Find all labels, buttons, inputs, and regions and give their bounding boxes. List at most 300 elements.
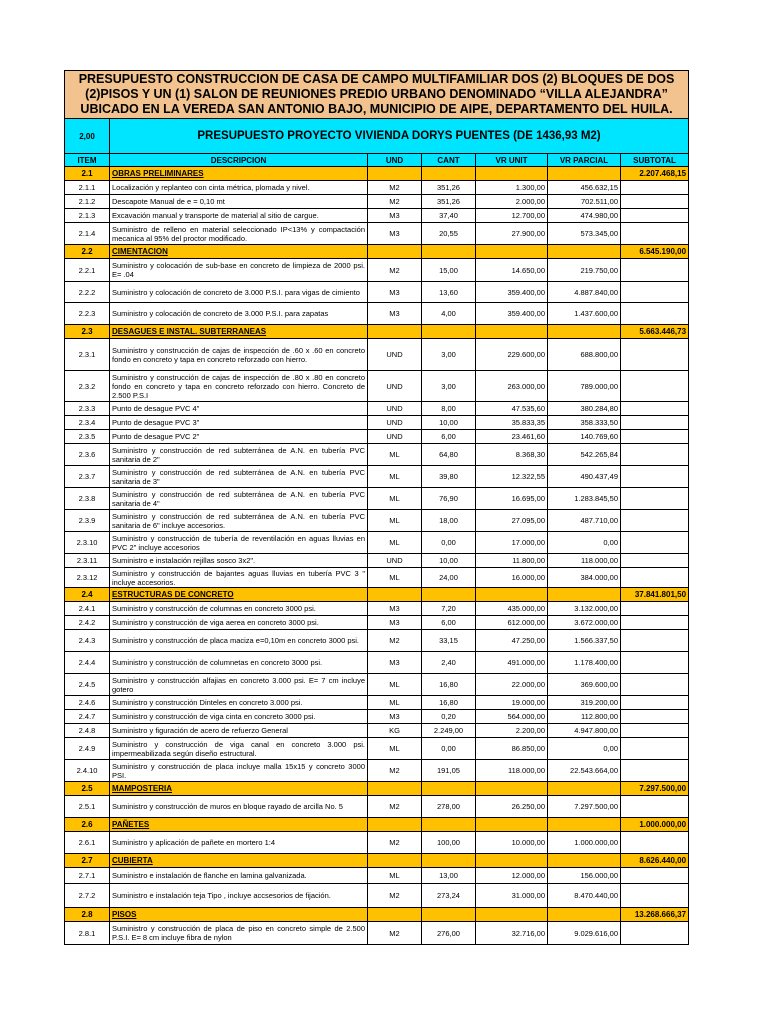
item-description: Suministro y construcción de placa maciza e=0,10m en concreto 3000 psi.: [110, 630, 368, 652]
item-partial-value: 319.200,00: [548, 696, 621, 710]
item-code: 2.4.8: [65, 724, 110, 738]
section-title: ESTRUCTURAS DE CONCRETO: [110, 588, 368, 602]
item-partial-value: 384.000,00: [548, 568, 621, 588]
item-unit-value: 31.000,00: [476, 884, 548, 908]
item-quantity: 16,80: [422, 674, 476, 696]
table-row: [65, 339, 689, 371]
item-partial-value: 0,00: [548, 738, 621, 760]
item-partial-value: 0,00: [548, 532, 621, 554]
item-unit-value: 359.400,00: [476, 282, 548, 303]
item-unit-value: 16.695,00: [476, 488, 548, 510]
item-description: Suministro de relleno en material seleccionado IP<13% y compactación mecanica al 95% del proctor modificado.: [110, 223, 368, 245]
item-code: 2.2.3: [65, 303, 110, 325]
section-empty-cell: [368, 782, 422, 796]
item-unit-value: 12.322,55: [476, 466, 548, 488]
section-empty-cell: [422, 245, 476, 259]
section-number: 2.3: [65, 325, 110, 339]
section-number: 2.8: [65, 908, 110, 922]
item-unit: KG: [368, 724, 422, 738]
table-row: [65, 616, 689, 630]
item-quantity: 24,00: [422, 568, 476, 588]
section-title: CIMENTACION: [110, 245, 368, 259]
item-subtotal-empty: [621, 738, 689, 760]
item-quantity: 4,00: [422, 303, 476, 325]
section-subtotal: 13.268.666,37: [621, 908, 689, 922]
item-partial-value: 3.672.000,00: [548, 616, 621, 630]
item-partial-value: 156.000,00: [548, 868, 621, 884]
item-code: 2.3.6: [65, 444, 110, 466]
item-unit: UND: [368, 416, 422, 430]
item-code: 2.3.2: [65, 371, 110, 402]
item-unit: M3: [368, 303, 422, 325]
item-description: Suministro y construcción de viga cinta en concreto 3000 psi.: [110, 710, 368, 724]
item-partial-value: 1.178.400,00: [548, 652, 621, 674]
item-quantity: 351,26: [422, 195, 476, 209]
item-code: 2.3.5: [65, 430, 110, 444]
item-quantity: 76,90: [422, 488, 476, 510]
item-description: Suministro e instalación de flanche en lamina galvanizada.: [110, 868, 368, 884]
table-row: [65, 630, 689, 652]
section-empty-cell: [368, 325, 422, 339]
item-description: Suministro y construcción de bajantes aguas lluvias en tubería PVC 3 " incluye accesorios.: [110, 568, 368, 588]
item-unit: UND: [368, 371, 422, 402]
item-unit: M2: [368, 181, 422, 195]
item-partial-value: 490.437,49: [548, 466, 621, 488]
item-subtotal-empty: [621, 532, 689, 554]
item-partial-value: 542.265,84: [548, 444, 621, 466]
item-partial-value: 8.470.440,00: [548, 884, 621, 908]
item-description: Suministro y figuración de acero de refuerzo General: [110, 724, 368, 738]
item-unit: M2: [368, 832, 422, 854]
item-unit-value: 612.000,00: [476, 616, 548, 630]
table-row: [65, 402, 689, 416]
item-description: Suministro e instalación rejillas sosco 3x2".: [110, 554, 368, 568]
section-empty-cell: [476, 908, 548, 922]
section-row: [65, 245, 689, 259]
item-unit: M3: [368, 209, 422, 223]
table-row: [65, 181, 689, 195]
item-subtotal-empty: [621, 430, 689, 444]
item-quantity: 276,00: [422, 922, 476, 945]
table-row: [65, 488, 689, 510]
item-subtotal-empty: [621, 554, 689, 568]
table-row: [65, 416, 689, 430]
item-partial-value: 456.632,15: [548, 181, 621, 195]
table-row: [65, 532, 689, 554]
item-quantity: 6,00: [422, 616, 476, 630]
item-quantity: 10,00: [422, 416, 476, 430]
item-subtotal-empty: [621, 181, 689, 195]
table-row: [65, 922, 689, 945]
item-subtotal-empty: [621, 510, 689, 532]
item-unit-value: 118.000,00: [476, 760, 548, 782]
item-unit-value: 1.300,00: [476, 181, 548, 195]
item-subtotal-empty: [621, 303, 689, 325]
item-description: Suministro y construcción de columnetas en concreto 3000 psi.: [110, 652, 368, 674]
table-row: [65, 466, 689, 488]
item-subtotal-empty: [621, 724, 689, 738]
item-unit: UND: [368, 430, 422, 444]
item-quantity: 2,40: [422, 652, 476, 674]
item-partial-value: 1.283.845,50: [548, 488, 621, 510]
item-subtotal-empty: [621, 652, 689, 674]
section-number: 2.6: [65, 818, 110, 832]
project-title: PRESUPUESTO PROYECTO VIVIENDA DORYS PUENTES (DE 1436,93 M2): [110, 119, 689, 154]
item-unit-value: 19.000,00: [476, 696, 548, 710]
section-empty-cell: [422, 818, 476, 832]
section-row: [65, 167, 689, 181]
section-row: [65, 325, 689, 339]
item-unit: ML: [368, 568, 422, 588]
item-description: Descapote Manual de e = 0,10 mt: [110, 195, 368, 209]
item-partial-value: 358.333,50: [548, 416, 621, 430]
section-subtotal: 37.841.801,50: [621, 588, 689, 602]
section-empty-cell: [548, 167, 621, 181]
item-quantity: 2.249,00: [422, 724, 476, 738]
item-description: Suministro y construcción de red subterránea de A.N. en tubería PVC sanitaria de 2": [110, 444, 368, 466]
item-quantity: 3,00: [422, 339, 476, 371]
item-partial-value: 219.750,00: [548, 259, 621, 282]
section-empty-cell: [548, 818, 621, 832]
item-code: 2.3.3: [65, 402, 110, 416]
item-unit-value: 8.368,30: [476, 444, 548, 466]
table-row: [65, 760, 689, 782]
item-unit-value: 435.000,00: [476, 602, 548, 616]
item-partial-value: 702.511,00: [548, 195, 621, 209]
item-description: Suministro y construcción de placa incluye malla 15x15 y concreto 3000 PSI.: [110, 760, 368, 782]
table-row: [65, 710, 689, 724]
table-row: [65, 696, 689, 710]
col-header-vr-unit: VR UNIT: [476, 154, 548, 167]
section-subtotal: 2.207.468,15: [621, 167, 689, 181]
item-code: 2.3.7: [65, 466, 110, 488]
item-unit-value: 229.600,00: [476, 339, 548, 371]
section-empty-cell: [368, 854, 422, 868]
item-code: 2.7.2: [65, 884, 110, 908]
item-description: Suministro y construcción de red subterránea de A.N. en tubería PVC sanitaria de 6" incluye accesorios.: [110, 510, 368, 532]
item-code: 2.4.7: [65, 710, 110, 724]
item-unit: ML: [368, 532, 422, 554]
item-unit: M2: [368, 259, 422, 282]
item-description: Suministro y construcción de tubería de reventilación en aguas lluvias en PVC 2" incluye accesorios: [110, 532, 368, 554]
title-row: [65, 71, 689, 119]
item-description: Suministro y construcción de cajas de inspección de .80 x .80 en concreto fondo en concreto y tapa en concreto reforzado con hierro. Concreto de 2.500 P.S.I: [110, 371, 368, 402]
item-description: Localización y replanteo con cinta métrica, plomada y nivel.: [110, 181, 368, 195]
item-code: 2.3.12: [65, 568, 110, 588]
item-unit-value: 359.400,00: [476, 303, 548, 325]
item-unit-value: 14.650,00: [476, 259, 548, 282]
section-row: [65, 588, 689, 602]
item-quantity: 191,05: [422, 760, 476, 782]
col-header-vr-parcial: VR PARCIAL: [548, 154, 621, 167]
item-subtotal-empty: [621, 209, 689, 223]
table-row: [65, 738, 689, 760]
item-code: 2.4.4: [65, 652, 110, 674]
item-quantity: 18,00: [422, 510, 476, 532]
item-quantity: 16,80: [422, 696, 476, 710]
item-quantity: 33,15: [422, 630, 476, 652]
item-subtotal-empty: [621, 568, 689, 588]
budget-table: [64, 70, 689, 945]
section-number: 2.2: [65, 245, 110, 259]
col-header-item: ITEM: [65, 154, 110, 167]
item-unit-value: 23.461,60: [476, 430, 548, 444]
item-quantity: 351,26: [422, 181, 476, 195]
section-row: [65, 818, 689, 832]
item-unit: UND: [368, 402, 422, 416]
item-partial-value: 4.947.800,00: [548, 724, 621, 738]
item-quantity: 273,24: [422, 884, 476, 908]
section-number: 2.5: [65, 782, 110, 796]
item-unit: M2: [368, 630, 422, 652]
item-unit: UND: [368, 554, 422, 568]
section-row: [65, 782, 689, 796]
item-unit-value: 263.000,00: [476, 371, 548, 402]
item-description: Punto de desague PVC 3": [110, 416, 368, 430]
item-quantity: 13,60: [422, 282, 476, 303]
item-unit: M3: [368, 710, 422, 724]
item-partial-value: 688.800,00: [548, 339, 621, 371]
item-unit: M2: [368, 796, 422, 818]
item-unit-value: 27.095,00: [476, 510, 548, 532]
item-description: Excavación manual y transporte de material al sitio de cargue.: [110, 209, 368, 223]
item-description: Suministro y construcción de viga aerea en concreto 3000 psi.: [110, 616, 368, 630]
item-description: Punto de desague PVC 4": [110, 402, 368, 416]
table-row: [65, 209, 689, 223]
item-partial-value: 789.000,00: [548, 371, 621, 402]
item-quantity: 37,40: [422, 209, 476, 223]
item-description: Suministro y construcción de cajas de inspección de .60 x .60 en concreto fondo en concreto y tapa en concreto reforzado con hierro.: [110, 339, 368, 371]
item-unit-value: 491.000,00: [476, 652, 548, 674]
item-unit: M3: [368, 223, 422, 245]
table-row: [65, 195, 689, 209]
item-subtotal-empty: [621, 282, 689, 303]
item-description: Suministro y aplicación de pañete en mortero 1:4: [110, 832, 368, 854]
item-unit: ML: [368, 510, 422, 532]
section-empty-cell: [368, 588, 422, 602]
section-subtotal: 8.626.440,00: [621, 854, 689, 868]
item-unit: M3: [368, 616, 422, 630]
section-empty-cell: [476, 167, 548, 181]
section-empty-cell: [548, 245, 621, 259]
table-row: [65, 430, 689, 444]
section-title: OBRAS PRELIMINARES: [110, 167, 368, 181]
item-unit-value: 86.850,00: [476, 738, 548, 760]
item-code: 2.3.4: [65, 416, 110, 430]
header-row: [65, 154, 689, 167]
item-code: 2.2.1: [65, 259, 110, 282]
col-header-cant: CANT: [422, 154, 476, 167]
budget-title: PRESUPUESTO CONSTRUCCION DE CASA DE CAMPO MULTIFAMILIAR DOS (2) BLOQUES DE DOS (2)PISOS Y UN (1) SALON DE REUNIONES PREDIO URBANO DENOMINADO “VILLA ALEJANDRA” UBICADO EN LA VEREDA SAN ANTONIO BAJO, MUNICIPIO DE AIPE, DEPARTAMENTO DEL HUILA.: [65, 71, 689, 119]
section-empty-cell: [476, 245, 548, 259]
item-subtotal-empty: [621, 402, 689, 416]
table-row: [65, 259, 689, 282]
item-unit-value: 11.800,00: [476, 554, 548, 568]
item-code: 2.4.2: [65, 616, 110, 630]
section-empty-cell: [548, 588, 621, 602]
item-subtotal-empty: [621, 602, 689, 616]
item-partial-value: 573.345,00: [548, 223, 621, 245]
table-row: [65, 554, 689, 568]
item-partial-value: 7.297.500,00: [548, 796, 621, 818]
item-partial-value: 4.887.840,00: [548, 282, 621, 303]
item-partial-value: 1.566.337,50: [548, 630, 621, 652]
item-unit: M3: [368, 602, 422, 616]
item-quantity: 100,00: [422, 832, 476, 854]
item-unit-value: 12.000,00: [476, 868, 548, 884]
item-partial-value: 9.029.616,00: [548, 922, 621, 945]
item-quantity: 13,00: [422, 868, 476, 884]
item-partial-value: 118.000,00: [548, 554, 621, 568]
item-description: Suministro y construcción de columnas en concreto 3000 psi.: [110, 602, 368, 616]
item-subtotal-empty: [621, 195, 689, 209]
section-title: PISOS: [110, 908, 368, 922]
table-row: [65, 832, 689, 854]
section-number: 2.1: [65, 167, 110, 181]
section-empty-cell: [422, 325, 476, 339]
item-partial-value: 1.437.600,00: [548, 303, 621, 325]
item-code: 2.8.1: [65, 922, 110, 945]
table-row: [65, 652, 689, 674]
section-empty-cell: [476, 782, 548, 796]
item-subtotal-empty: [621, 223, 689, 245]
section-empty-cell: [368, 818, 422, 832]
section-empty-cell: [422, 854, 476, 868]
item-subtotal-empty: [621, 760, 689, 782]
item-subtotal-empty: [621, 488, 689, 510]
item-unit: M2: [368, 760, 422, 782]
item-subtotal-empty: [621, 696, 689, 710]
table-row: [65, 602, 689, 616]
item-quantity: 0,00: [422, 738, 476, 760]
item-code: 2.3.1: [65, 339, 110, 371]
item-quantity: 3,00: [422, 371, 476, 402]
col-header-descripcion: DESCRIPCION: [110, 154, 368, 167]
item-unit: ML: [368, 466, 422, 488]
item-code: 2.4.6: [65, 696, 110, 710]
item-unit: ML: [368, 488, 422, 510]
item-description: Suministro y construcción alfajias en concreto 3.000 psi. E= 7 cm incluye gotero: [110, 674, 368, 696]
section-empty-cell: [422, 588, 476, 602]
item-subtotal-empty: [621, 616, 689, 630]
item-unit-value: 10.000,00: [476, 832, 548, 854]
item-description: Suministro y construcción de muros en bloque rayado de arcilla No. 5: [110, 796, 368, 818]
item-code: 2.4.9: [65, 738, 110, 760]
item-description: Suministro y construcción de placa de piso en concreto simple de 2.500 P.S.I. E= 8 cm incluye fibra de nylon: [110, 922, 368, 945]
item-subtotal-empty: [621, 884, 689, 908]
item-unit: ML: [368, 738, 422, 760]
table-row: [65, 796, 689, 818]
item-code: 2.3.8: [65, 488, 110, 510]
item-code: 2.1.1: [65, 181, 110, 195]
item-code: 2.7.1: [65, 868, 110, 884]
item-unit-value: 35.833,35: [476, 416, 548, 430]
table-row: [65, 303, 689, 325]
item-subtotal-empty: [621, 416, 689, 430]
col-header-subtotal: SUBTOTAL: [621, 154, 689, 167]
item-quantity: 64,80: [422, 444, 476, 466]
table-row: [65, 510, 689, 532]
item-unit-value: 47.535,60: [476, 402, 548, 416]
item-code: 2.5.1: [65, 796, 110, 818]
item-unit: ML: [368, 696, 422, 710]
item-code: 2.4.10: [65, 760, 110, 782]
item-code: 2.4.5: [65, 674, 110, 696]
project-row: [65, 119, 689, 154]
item-unit-value: 47.250,00: [476, 630, 548, 652]
item-quantity: 39,80: [422, 466, 476, 488]
item-unit-value: 2.200,00: [476, 724, 548, 738]
item-subtotal-empty: [621, 339, 689, 371]
section-title: CUBIERTA: [110, 854, 368, 868]
item-unit: M3: [368, 652, 422, 674]
item-code: 2.4.1: [65, 602, 110, 616]
section-empty-cell: [422, 167, 476, 181]
item-unit: ML: [368, 674, 422, 696]
item-description: Suministro e instalación teja Tipo , incluye accsesorios de fijación.: [110, 884, 368, 908]
item-description: Punto de desague PVC 2": [110, 430, 368, 444]
item-code: 2.1.2: [65, 195, 110, 209]
table-row: [65, 674, 689, 696]
item-code: 2.1.4: [65, 223, 110, 245]
item-unit: M2: [368, 922, 422, 945]
table-row: [65, 223, 689, 245]
section-number: 2.4: [65, 588, 110, 602]
item-unit-value: 17.000,00: [476, 532, 548, 554]
item-quantity: 15,00: [422, 259, 476, 282]
item-unit-value: 2.000,00: [476, 195, 548, 209]
item-unit-value: 16.000,00: [476, 568, 548, 588]
item-code: 2.6.1: [65, 832, 110, 854]
item-quantity: 7,20: [422, 602, 476, 616]
item-unit-value: 27.900,00: [476, 223, 548, 245]
item-code: 2.2.2: [65, 282, 110, 303]
item-partial-value: 474.980,00: [548, 209, 621, 223]
section-title: MAMPOSTERIA: [110, 782, 368, 796]
item-partial-value: 3.132.000,00: [548, 602, 621, 616]
section-empty-cell: [476, 818, 548, 832]
section-empty-cell: [368, 167, 422, 181]
section-empty-cell: [476, 325, 548, 339]
item-code: 2.3.11: [65, 554, 110, 568]
item-subtotal-empty: [621, 444, 689, 466]
item-unit: M2: [368, 884, 422, 908]
item-partial-value: 487.710,00: [548, 510, 621, 532]
item-subtotal-empty: [621, 630, 689, 652]
item-description: Suministro y colocación de concreto de 3.000 P.S.I. para zapatas: [110, 303, 368, 325]
item-code: 2.3.9: [65, 510, 110, 532]
section-empty-cell: [476, 588, 548, 602]
item-quantity: 0,00: [422, 532, 476, 554]
item-quantity: 0,20: [422, 710, 476, 724]
item-unit-value: 22.000,00: [476, 674, 548, 696]
section-title: PAÑETES: [110, 818, 368, 832]
item-partial-value: 22.543.664,00: [548, 760, 621, 782]
item-subtotal-empty: [621, 922, 689, 945]
section-row: [65, 908, 689, 922]
item-partial-value: 380.284,80: [548, 402, 621, 416]
item-subtotal-empty: [621, 466, 689, 488]
item-description: Suministro y construcción Dinteles en concreto 3.000 psi.: [110, 696, 368, 710]
table-row: [65, 884, 689, 908]
section-empty-cell: [548, 782, 621, 796]
section-empty-cell: [422, 908, 476, 922]
table-row: [65, 371, 689, 402]
section-row: [65, 854, 689, 868]
item-unit-value: 26.250,00: [476, 796, 548, 818]
col-header-und: UND: [368, 154, 422, 167]
item-subtotal-empty: [621, 259, 689, 282]
